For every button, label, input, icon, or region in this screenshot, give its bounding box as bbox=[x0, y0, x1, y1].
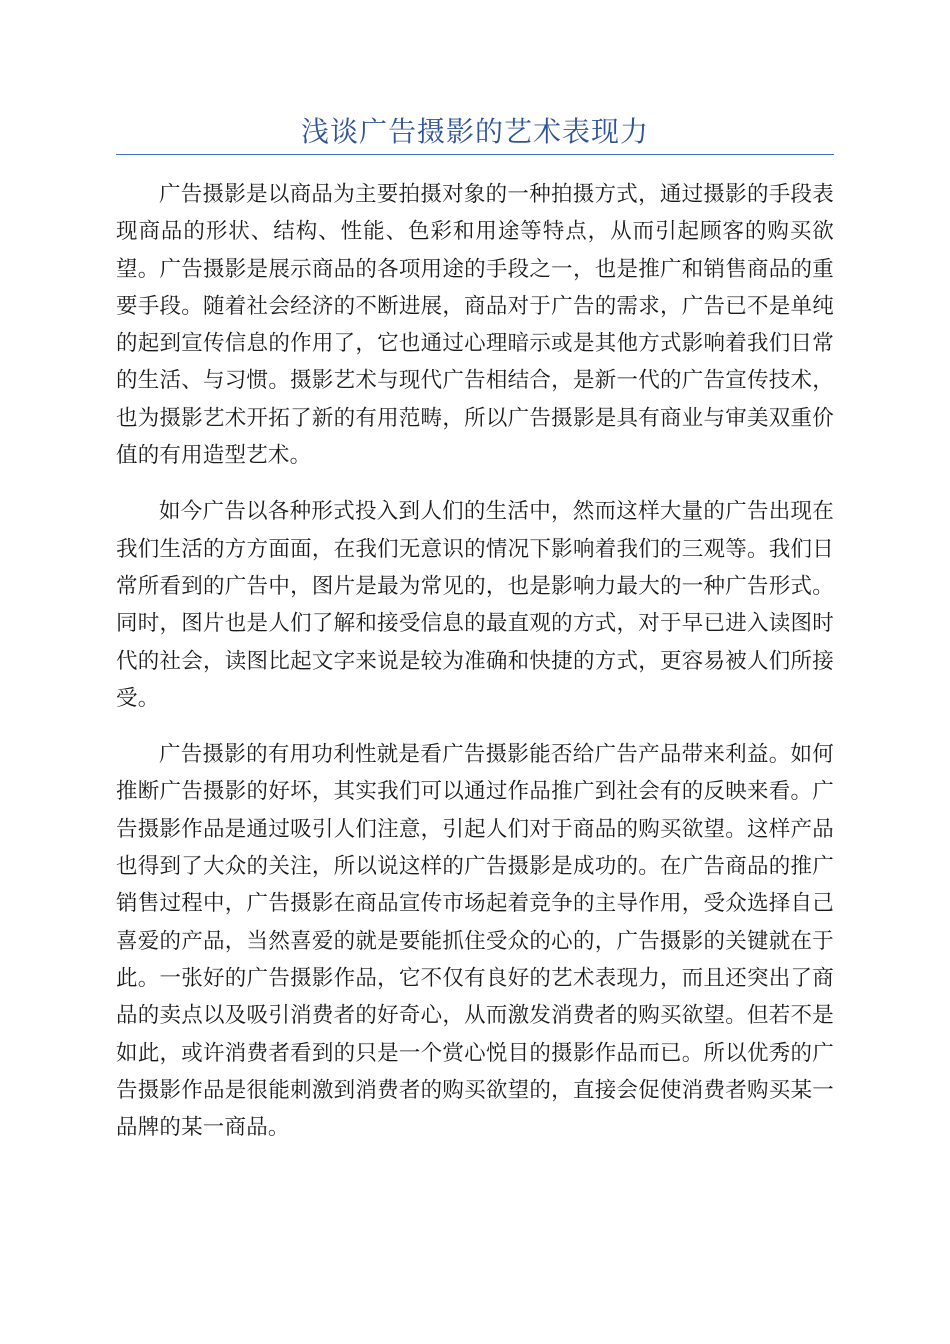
paragraph-1: 广告摄影是以商品为主要拍摄对象的一种拍摄方式，通过摄影的手段表现商品的形状、结构、性能、色彩和用途等特点，从而引起顾客的购买欲望。广告摄影是展示商品的各项用途的手段之一，也是推广和销售商品的重要手段。随着社会经济的不断进展，商品对于广告的需求，广告已不是单纯的起到宣传信息的作用了，它也通过心理暗示或是其他方式影响着我们日常的生活、与习惯。摄影艺术与现代广告相结合，是新一代的广告宣传技术，也为摄影艺术开拓了新的有用范畴，所以广告摄影是具有商业与审美双重价值的有用造型艺术。 bbox=[116, 182, 834, 469]
paragraph-2: 如今广告以各种形式投入到人们的生活中，然而这样大量的广告出现在我们生活的方方面面，在我们无意识的情况下影响着我们的三观等。我们日常所看到的广告中，图片是最为常见的，也是影响力最大的一种广告形式。同时，图片也是人们了解和接受信息的最直观的方式，对于早已进入读图时代的社会，读图比起文字来说是较为准确和快捷的方式，更容易被人们所接受。 bbox=[116, 499, 834, 711]
title-underline-rule bbox=[116, 154, 834, 155]
paragraph-3: 广告摄影的有用功利性就是看广告摄影能否给广告产品带来利益。如何推断广告摄影的好坏，其实我们可以通过作品推广到社会有的反映来看。广告摄影作品是通过吸引人们注意，引起人们对于商品的购买欲望。这样产品也得到了大众的关注，所以说这样的广告摄影是成功的。在广告商品的推广销售过程中，广告摄影在商品宣传市场起着竞争的主导作用，受众选择自己喜爱的产品，当然喜爱的就是要能抓住受众的心的，广告摄影的关键就在于此。一张好的广告摄影作品，它不仅有良好的艺术表现力，而且还突出了商品的卖点以及吸引消费者的好奇心，从而激发消费者的购买欲望。但若不是如此，或许消费者看到的只是一个赏心悦目的摄影作品而已。所以优秀的广告摄影作品是很能刺激到消费者的购买欲望的，直接会促使消费者购买某一品牌的某一商品。 bbox=[116, 742, 834, 1141]
document-body bbox=[116, 176, 834, 1165]
document-title: 浅谈广告摄影的艺术表现力 bbox=[300, 115, 649, 148]
